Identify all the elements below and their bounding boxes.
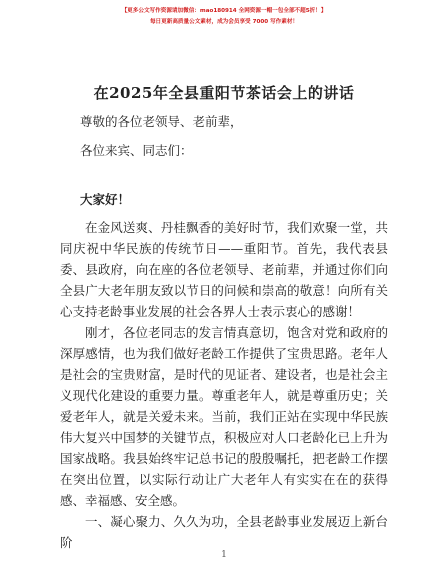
- paragraph-opening: 在金风送爽、丹桂飘香的美好时节，我们欢聚一堂，共同庆祝中华民族的传统节日——重阳节。首先，我代表县委、县政府，向在座的各位老领导、老前辈，并通过你们向全县广大老年朋友致以节日的问候和崇高的敬意！向所有关心支持老龄事业发展的社会各界人士表示衷心的感谢！: [60, 220, 388, 319]
- promo-banner-line-2: 每日更新高质量公文素材，成为会员享受 7000 写作素材！: [149, 19, 299, 25]
- promo-banner-line-1: 【更多公文写作资源请加微信：mao180914 全网资源一帽一包全部不超5折！】: [121, 8, 327, 14]
- paragraph-body: 刚才，各位老同志的发言情真意切，饱含对党和政府的深厚感情，也为我们做好老龄工作提供了宝贵思路。老年人是社会的宝贵财富，是时代的见证者、建设者，也是社会主义现代化建设的重要力量。尊重老年人，就是尊重历史；关爱老年人，就是关爱未来。当前，我们正站在实现中华民族伟大复兴中国梦的关键节点，积极应对人口老龄化已上升为国家战略。我县始终牢记总书记的殷殷嘱托，把老龄工作摆在突出位置，以实际行动让广大老年人有实实在在的获得感、幸福感、安全感。: [60, 325, 388, 508]
- salutation-line-1: 尊敬的各位老领导、老前辈，: [80, 114, 243, 129]
- greeting: 大家好！: [80, 192, 131, 207]
- section-heading-1: 一、凝心聚力、久久为功，全县老龄事业发展迈上新台阶: [60, 514, 388, 550]
- promo-banner: [0, 6, 448, 28]
- page-number: 1: [221, 550, 227, 560]
- salutation-line-2: 各位来宾、同志们：: [80, 143, 193, 158]
- document-title: 在2025年全县重阳节茶话会上的讲话: [93, 84, 355, 102]
